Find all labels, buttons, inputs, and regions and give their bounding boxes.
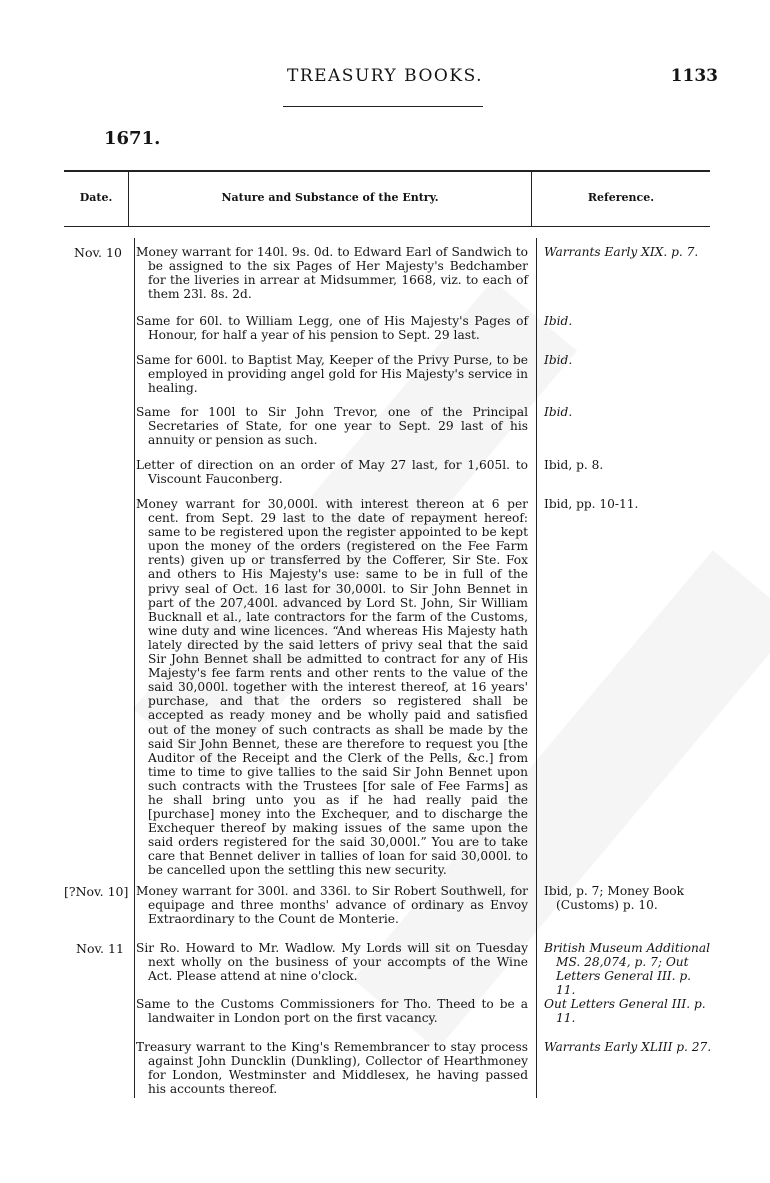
running-title: TREASURY BOOKS. xyxy=(286,66,484,86)
entry-reference xyxy=(544,245,712,259)
entry-date: [?Nov. 10] xyxy=(64,884,129,899)
entry-text xyxy=(136,245,528,301)
column-header-reference: Reference. xyxy=(587,191,655,204)
entry-reference xyxy=(544,1040,712,1054)
entry-reference xyxy=(544,884,712,912)
entry-date: Nov. 11 xyxy=(76,941,124,956)
entry-reference xyxy=(544,353,712,367)
entry-text xyxy=(136,458,528,486)
entry-date: Nov. 10 xyxy=(74,245,122,260)
entry-text-body: Treasury warrant to the King's Remembrancer to stay process against John Duncklin (Dunkling), Collector of Hearthmoney for London, Westminster and Middlesex, he having passed his accounts thereof. xyxy=(136,1040,528,1097)
entry-text-body: Money warrant for 30,000l. with interest thereon at 6 per cent. from Sept. 29 last to the date of repayment hereof: same to be registered upon the register appointed to be kept upon the money of the orders (registered on the Fee Farm rents) given up or transferred by the Cofferer, Sir Ste. Fox and others to His Majesty's use: same to be in full of the privy seal of Oct. 16 last for 30,000l. to Sir John Bennet in part of the 207,400l. advanced by Lord St. John, Sir William Bucknall et al., late contractors for the farm of the Customs, wine duty and wine licences. “And whereas His Majesty hath lately directed by the said letters of privy seal that the said Sir John Bennet shall be admitted to contract for any of His Majesty's fee farm rents and other rents to the value of the said 30,000l. together with the interest thereof, at 16 years' purchase, and that the orders so registered shall be accepted as ready money and be wholly paid and satisfied out of the money of such contracts as shall be made by the said Sir John Bennet, these are therefore to request you [the Auditor of the Receipt and the Clerk of the Pells, &c.] from time to time to give tallies to the said Sir John Bennet upon such contracts with the Trustees [for sale of Fee Farms] as he shall bring unto you as if he had really paid the [purchase] money into the Exchequer, and to discharge the Exchequer thereof by making issues of the same upon the said orders registered for the said 30,000l.” You are to take care that Bennet deliver in tallies of loan for said 30,000l. to be cancelled upon the settling this new security. xyxy=(136,497,528,878)
page-number: 1133 xyxy=(670,66,718,86)
entry-reference xyxy=(544,405,712,419)
entry-reference xyxy=(544,314,712,328)
title-rule xyxy=(283,106,483,107)
entry-text xyxy=(136,405,528,447)
entry-reference-body: Warrants Early XLIII p. 27. xyxy=(544,1040,712,1054)
entry-reference-body: Warrants Early XIX. p. 7. xyxy=(544,245,699,259)
entry-text xyxy=(136,353,528,395)
entry-text-body: Same for 60l. to William Legg, one of His Majesty's Pages of Honour, for half a year of his pension to Sept. 29 last. xyxy=(136,314,528,343)
entry-text-body: Letter of direction on an order of May 27 last, for 1,605l. to Viscount Fauconberg. xyxy=(136,458,528,487)
entry-reference xyxy=(544,941,712,997)
entry-text xyxy=(136,884,528,926)
entry-text-body: Same to the Customs Commissioners for Tho. Theed to be a landwaiter in London port on the first vacancy. xyxy=(136,997,528,1026)
entry-reference-body: Ibid, p. 8. xyxy=(544,458,604,472)
column-divider xyxy=(134,238,135,1098)
column-header-nature: Nature and Substance of the Entry. xyxy=(221,191,439,204)
entry-text xyxy=(136,941,528,983)
entry-text-body: Money warrant for 300l. and 336l. to Sir Robert Southwell, for equipage and three months' advance of ordinary as Envoy Extraordinary to the Count de Monterie. xyxy=(136,884,528,927)
entry-text xyxy=(136,1040,528,1096)
entry-text xyxy=(136,497,528,878)
year-heading: 1671. xyxy=(104,128,161,149)
entry-reference xyxy=(544,458,712,472)
entry-reference xyxy=(544,997,712,1025)
entry-reference-body: Ibid. xyxy=(544,353,573,367)
entry-reference-body: Ibid, p. 7; Money Book (Customs) p. 10. xyxy=(544,884,685,913)
entry-reference-body: Out Letters General III. p. 11. xyxy=(544,997,706,1026)
entry-text-body: Same for 100l to Sir John Trevor, one of the Principal Secretaries of State, for one year to Sept. 29 last of his annuity or pension as such. xyxy=(136,405,528,448)
column-divider xyxy=(536,238,537,1098)
entry-reference-body: Ibid. xyxy=(544,405,573,419)
table-top-rule xyxy=(64,170,710,172)
entry-reference-body: Ibid, pp. 10-11. xyxy=(544,497,639,511)
entry-text-body: Money warrant for 140l. 9s. 0d. to Edward Earl of Sandwich to be assigned to the six Pages of Her Majesty's Bedchamber for the liveries in arrear at Midsummer, 1668, viz. to each of them 23l. 8s. 2d. xyxy=(136,245,528,302)
entry-text xyxy=(136,997,528,1025)
entry-reference-body: British Museum Additional MS. 28,074, p. 7; Out Letters General III. p. 11. xyxy=(544,941,710,998)
column-header-date: Date. xyxy=(79,191,113,204)
header-bottom-rule xyxy=(64,226,710,227)
entry-text xyxy=(136,314,528,342)
entry-reference-body: Ibid. xyxy=(544,314,573,328)
entry-reference xyxy=(544,497,712,511)
entry-text-body: Sir Ro. Howard to Mr. Wadlow. My Lords will sit on Tuesday next wholly on the business of your accompts of the Wine Act. Please attend at nine o'clock. xyxy=(136,941,528,984)
entry-text-body: Same for 600l. to Baptist May, Keeper of the Privy Purse, to be employed in providing angel gold for His Majesty's service in healing. xyxy=(136,353,528,396)
